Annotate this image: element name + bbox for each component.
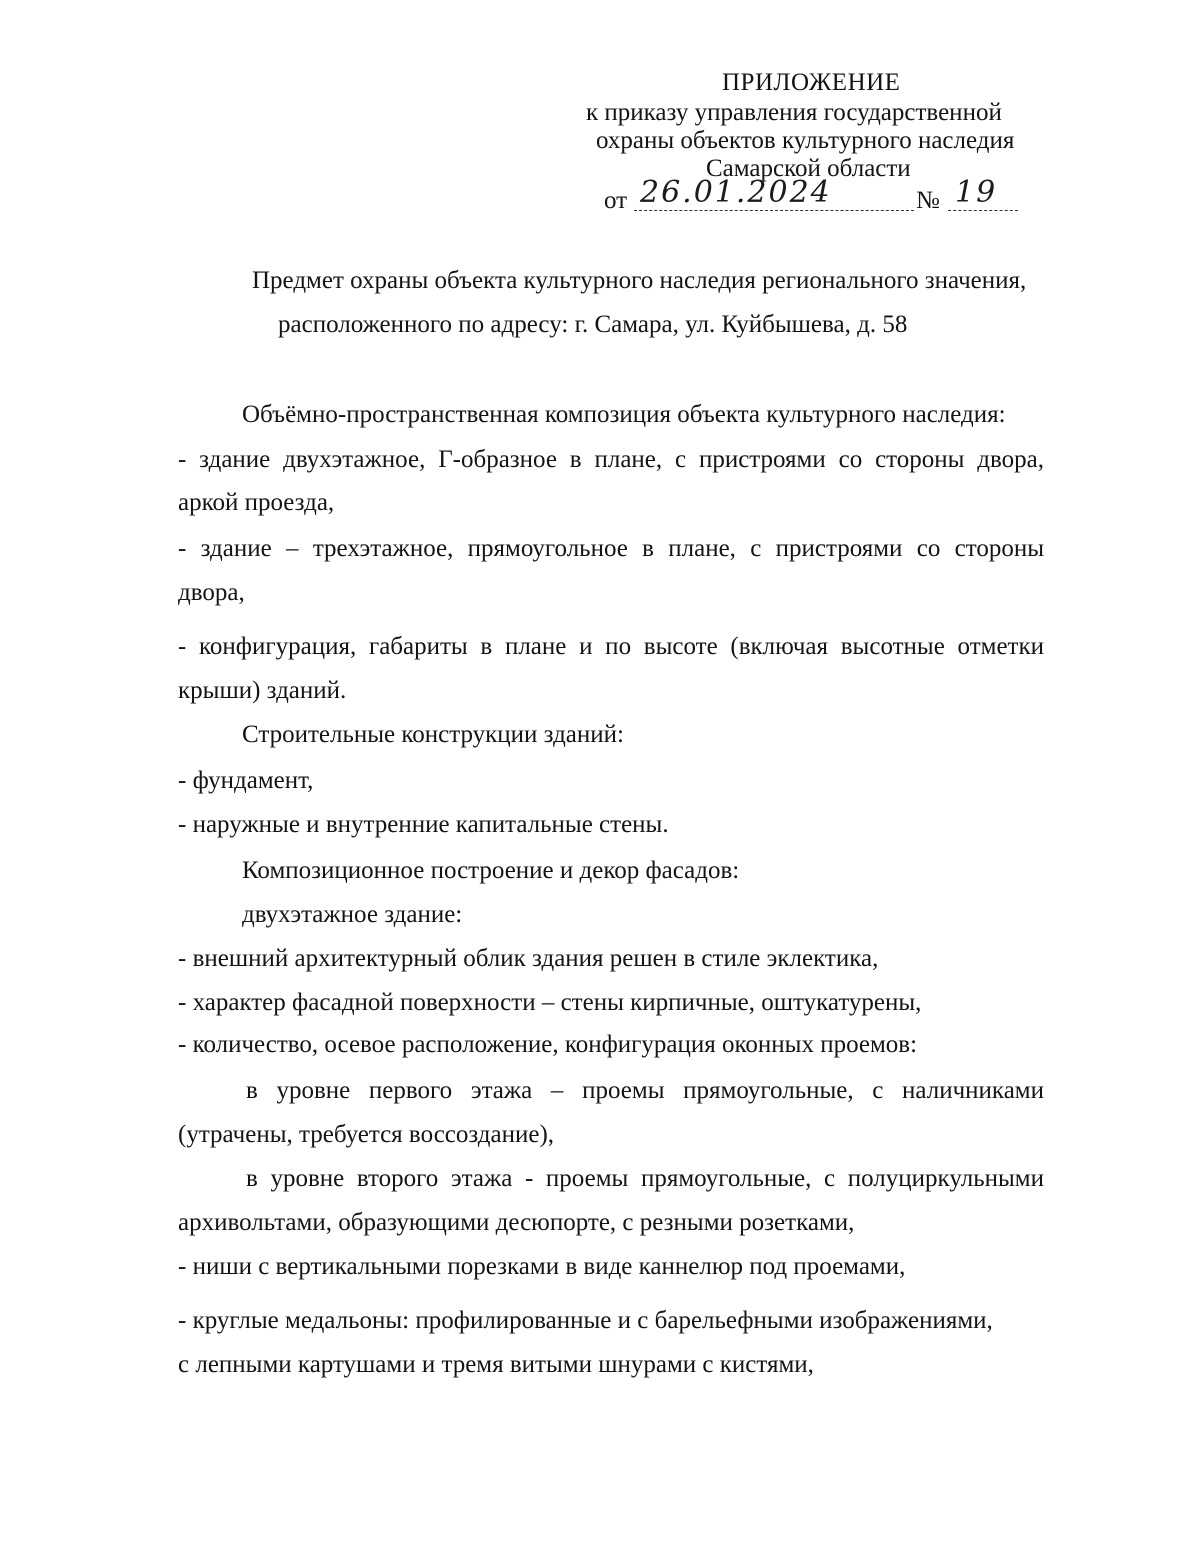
item-second-floor-a: в уровне второго этажа - проемы прямоугольные, с полуциркульными: [246, 1165, 1044, 1192]
paragraph-two-storey-b: аркой проезда,: [178, 489, 335, 516]
date-value-handwritten: 26.01.2024: [640, 175, 832, 210]
paragraph-structures: Строительные конструкции зданий:: [242, 721, 624, 748]
subject-line-1: Предмет охраны объекта культурного наследия регионального значения,: [252, 267, 1027, 294]
number-prefix: №: [916, 187, 940, 214]
appendix-line-3: Самарской области: [706, 155, 911, 182]
paragraph-two-storey-building: двухэтажное здание:: [242, 901, 463, 928]
paragraph-three-storey-a: - здание – трехэтажное, прямоугольное в плане, с пристроями со стороны: [178, 535, 1044, 562]
item-first-floor-b: (утрачены, требуется воссоздание),: [178, 1121, 555, 1148]
paragraph-three-storey-b: двора,: [178, 579, 245, 606]
paragraph-volume-composition: Объёмно-пространственная композиция объекта культурного наследия:: [242, 401, 1006, 428]
item-eclectic-style: - внешний архитектурный облик здания решен в стиле эклектика,: [178, 945, 879, 972]
item-first-floor-a: в уровне первого этажа – проемы прямоугольные, с наличниками: [246, 1077, 1044, 1104]
item-foundation: - фундамент,: [178, 767, 314, 794]
appendix-line-1: к приказу управления государственной: [586, 99, 1002, 126]
item-medallions-b: с лепными картушами и тремя витыми шнурами с кистями,: [178, 1351, 814, 1378]
item-medallions-a: - круглые медальоны: профилированные и с барельефными изображениями,: [178, 1307, 993, 1334]
date-underline: [634, 210, 914, 211]
appendix-line-2: охраны объектов культурного наследия: [596, 127, 1015, 154]
appendix-title: ПРИЛОЖЕНИЕ: [722, 69, 901, 96]
paragraph-configuration-b: крыши) зданий.: [178, 677, 347, 704]
paragraph-facade-composition: Композиционное построение и декор фасадов:: [242, 857, 740, 884]
date-prefix: от: [604, 187, 628, 214]
item-niches: - ниши с вертикальными порезками в виде каннелюр под проемами,: [178, 1253, 906, 1280]
item-window-openings: - количество, осевое расположение, конфигурация оконных проемов:: [178, 1031, 918, 1058]
number-underline: [948, 210, 1018, 211]
number-value-handwritten: 19: [955, 175, 998, 210]
subject-line-2: расположенного по адресу: г. Самара, ул. Куйбышева, д. 58: [278, 311, 908, 338]
paragraph-two-storey-a: - здание двухэтажное, Г-образное в плане, с пристроями со стороны двора,: [178, 446, 1044, 473]
item-walls: - наружные и внутренние капитальные стены.: [178, 811, 669, 838]
paragraph-configuration-a: - конфигурация, габариты в плане и по высоте (включая высотные отметки: [178, 633, 1044, 660]
item-facade-surface: - характер фасадной поверхности – стены кирпичные, оштукатурены,: [178, 989, 922, 1016]
item-second-floor-b: архивольтами, образующими десюпорте, с резными розетками,: [178, 1209, 855, 1236]
